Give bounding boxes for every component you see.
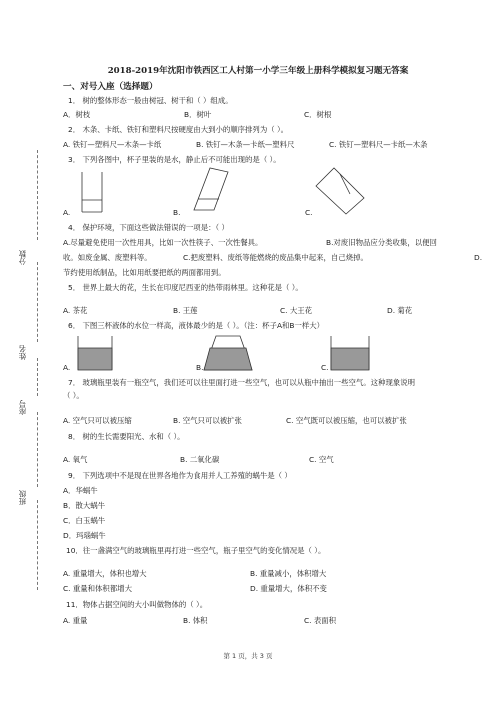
option[interactable]: C.把废塑料、废纸等能燃烧的废品集中起来，自己烧掉。 xyxy=(183,253,368,262)
option[interactable]: B. 王莲 xyxy=(173,306,198,315)
option[interactable]: B. 体积 xyxy=(183,616,208,625)
option[interactable]: B. 空气只可以被扩张 xyxy=(173,416,242,425)
question-stem: 3． 下列各图中，杯子里装的是水，静止后不可能出现的是（ ）。 xyxy=(68,155,281,164)
option[interactable]: B.对废旧物品应分类收集，以便回 xyxy=(326,238,437,247)
option[interactable]: A. xyxy=(63,363,71,372)
tilted-cup-figure-a xyxy=(70,168,120,216)
option[interactable]: B．树叶 xyxy=(184,110,212,119)
option[interactable]: C. 重量和体积都增大 xyxy=(63,584,132,593)
option[interactable]: C. 大王花 xyxy=(280,306,313,315)
option[interactable]: C. 空气 xyxy=(309,455,334,464)
question-stem: 10．往一盏满空气的玻璃瓶里再打进一些空气，瓶子里空气的变化情况是（ ）。 xyxy=(66,546,326,555)
option[interactable]: B. 重量减小，体积增大 xyxy=(250,569,327,578)
option[interactable]: C．白玉蜗牛 xyxy=(63,516,106,525)
sidebar-line xyxy=(37,358,38,396)
option[interactable]: A. 铁钉—塑料尺—木条—卡纸 xyxy=(63,140,162,149)
option[interactable]: B. xyxy=(173,208,181,217)
option[interactable]: A. 重量 xyxy=(63,616,88,625)
seat-label: 座号 xyxy=(18,400,27,415)
class-label: 班级 xyxy=(18,490,27,505)
option[interactable]: B．散大蜗牛 xyxy=(63,501,106,510)
question-stem-continued: （ ）。 xyxy=(63,391,84,400)
option[interactable]: C. xyxy=(321,363,329,372)
question-stem: 8． 树的生长需要阳光、水和（ ）。 xyxy=(68,432,185,441)
sidebar-line xyxy=(37,262,38,342)
option[interactable]: A．树枝 xyxy=(63,110,91,119)
option[interactable]: D．玛瑙蜗牛 xyxy=(63,531,106,540)
option[interactable]: A．华蜗牛 xyxy=(63,486,98,495)
option[interactable]: A. 茶花 xyxy=(63,306,88,315)
option[interactable]: D. 菊花 xyxy=(387,306,413,315)
option[interactable]: D. 重量增大，体积不变 xyxy=(250,584,327,593)
option[interactable]: A. 氧气 xyxy=(63,455,88,464)
sidebar-line xyxy=(37,150,38,240)
option[interactable]: C. xyxy=(305,208,313,217)
option[interactable]: A. xyxy=(63,208,71,217)
sidebar-line xyxy=(37,412,38,487)
option[interactable]: A. 重量增大，体积也增大 xyxy=(63,569,147,578)
cup-figure-c xyxy=(325,334,375,374)
question-stem: 4． 保护环境，下面这些做法错误的一项是：（ ） xyxy=(68,223,229,232)
question-stem: 6． 下图三杯液体的水位一样高，液体最少的是（ ）。（注：杯子A和B一样大） xyxy=(68,321,325,330)
option[interactable]: A.尽量避免使用一次性用具，比如一次性筷子、一次性餐具。 xyxy=(63,238,263,247)
option[interactable]: C. 铁钉—塑料尺—卡纸—木条 xyxy=(329,140,428,149)
score-label: 分数 xyxy=(18,250,27,265)
option[interactable]: B. 铁钉—木条—卡纸—塑料尺 xyxy=(196,140,295,149)
tilted-cup-figure-c xyxy=(312,164,372,216)
option[interactable]: A. 空气只可以被压缩 xyxy=(63,416,132,425)
cup-figure-b xyxy=(200,334,260,374)
option-continued: 节约使用纸制品，比如用纸要把纸的两面都用到。 xyxy=(63,268,226,277)
option[interactable]: C. 空气既可以被压缩，也可以被扩张 xyxy=(286,416,407,425)
question-stem: 1． 树的整体形态一般由树冠、树干和（ ）组成。 xyxy=(68,96,233,105)
name-label: 姓名 xyxy=(18,345,27,360)
option[interactable]: C. 表面积 xyxy=(304,616,337,625)
section-heading: 一、对号入座（选择题） xyxy=(63,82,158,92)
cup-figure-a xyxy=(70,334,120,374)
question-stem: 9． 下列选项中不是现在世界各地作为食用并人工养殖的蜗牛是（ ） xyxy=(68,471,292,480)
question-stem: 11．物体占据空间的大小叫做物体的（ ）。 xyxy=(66,600,208,609)
option[interactable]: D. xyxy=(474,253,483,262)
page-title: 2018-2019年沈阳市铁西区工人村第一小学三年级上册科学模拟复习题无答案 xyxy=(107,66,409,76)
question-stem: 5． 世界上最大的花，生长在印度尼西亚的热带雨林里。这种花是（ ）。 xyxy=(68,283,303,292)
question-stem: 2． 木条、卡纸、铁钉和塑料尺按硬度由大到小的顺序排列为（ ）。 xyxy=(68,125,289,134)
question-stem: 7． 玻璃瓶里装有一瓶空气，我们还可以往里面打进一些空气，也可以从瓶中抽出一些空气。这种现象说明 xyxy=(68,378,416,387)
option[interactable]: C．树根 xyxy=(304,110,332,119)
page-footer: 第 1 页，共 3 页 xyxy=(223,652,273,660)
sidebar-line xyxy=(37,500,38,590)
option[interactable]: B. 二氧化碳 xyxy=(180,455,220,464)
option-continued: 收。如废金属、废塑料等。 xyxy=(63,253,152,262)
option[interactable]: B. xyxy=(196,363,204,372)
tilted-cup-figure-b xyxy=(180,166,240,216)
